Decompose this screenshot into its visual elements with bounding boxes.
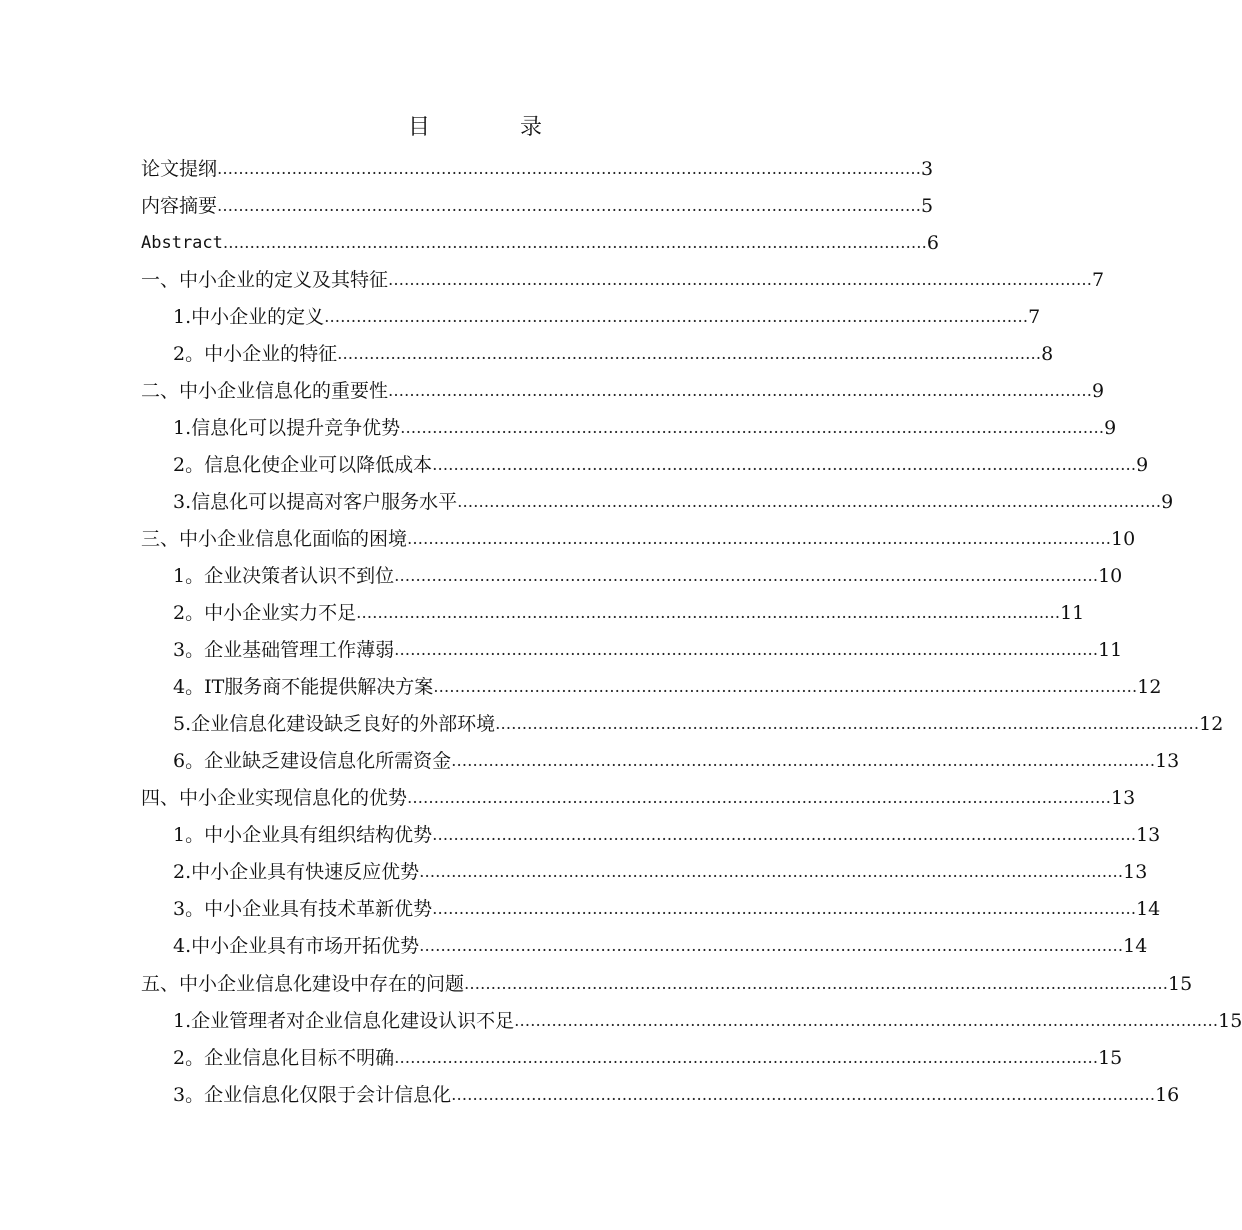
toc-entry-abstract[interactable] [141,228,939,258]
toc-entry-page: 8 [1041,343,1054,365]
toc-entry-section-4-3[interactable] [173,894,1161,924]
toc-leader-dots: …………………………………………………………………………………………………………………… [432,825,1137,844]
toc-entry-chapter-5[interactable] [141,969,1193,999]
toc-entry-label: 3。企业信息化仅限于会计信息化 [173,1084,452,1106]
toc-entry-label: Abstract [141,233,223,253]
toc-entry-page: 9 [1104,417,1117,439]
toc-leader-dots: …………………………………………………………………………………………………………………… [464,974,1169,993]
toc-entry-chapter-2[interactable] [141,376,1105,406]
toc-entry-section-5-1[interactable] [173,1006,1242,1036]
toc-entry-page: 15 [1218,1010,1242,1032]
toc-entry-section-4-2[interactable] [173,857,1148,887]
toc-entry-label: 内容摘要 [141,195,218,217]
toc-entry-page: 13 [1111,787,1136,809]
toc-entry-label: 1.信息化可以提升竞争优势 [173,417,401,439]
toc-entry-page: 15 [1098,1047,1123,1069]
toc-leader-dots: …………………………………………………………………………………………………………………… [432,455,1137,474]
toc-entry-section-3-4[interactable] [173,672,1162,702]
toc-entry-section-2-3[interactable] [173,487,1174,517]
toc-leader-dots: …………………………………………………………………………………………………………………… [217,196,922,215]
toc-entry-page: 16 [1155,1084,1180,1106]
toc-entry-section-4-4[interactable] [173,931,1148,961]
toc-entry-page: 10 [1111,528,1136,550]
toc-entry-label: 1.企业管理者对企业信息化建设认识不足 [173,1010,515,1032]
toc-leader-dots: …………………………………………………………………………………………………………………… [400,418,1105,437]
toc-entry-section-2-2[interactable] [173,450,1149,480]
toc-entry-page: 13 [1155,750,1180,772]
toc-leader-dots: …………………………………………………………………………………………………………………… [394,1048,1099,1067]
toc-entry-chapter-4[interactable] [141,783,1136,813]
toc-entry-label: 3.信息化可以提高对客户服务水平 [173,491,458,513]
toc-entry-label: 二、中小企业信息化的重要性 [141,380,389,402]
toc-entry-page: 14 [1123,935,1148,957]
toc-leader-dots: …………………………………………………………………………………………………………………… [432,899,1137,918]
toc-entry-section-3-1[interactable] [173,561,1123,591]
toc-leader-dots: …………………………………………………………………………………………………………………… [356,603,1061,622]
toc-entry-label: 5.企业信息化建设缺乏良好的外部环境 [173,713,496,735]
toc-entry-section-3-5[interactable] [173,709,1224,739]
toc-entry-label: 2。中小企业的特征 [173,343,338,365]
toc-entry-label: 6。企业缺乏建设信息化所需资金 [173,750,452,772]
toc-entry-label: 3。企业基础管理工作薄弱 [173,639,395,661]
toc-entry-label: 三、中小企业信息化面临的困境 [141,528,408,550]
toc-entry-outline[interactable] [141,154,934,184]
toc-leader-dots: …………………………………………………………………………………………………………………… [394,640,1099,659]
toc-entry-page: 13 [1123,861,1148,883]
toc-leader-dots: …………………………………………………………………………………………………………………… [419,862,1124,881]
toc-entry-section-5-2[interactable] [173,1043,1123,1073]
toc-leader-dots: …………………………………………………………………………………………………………………… [495,714,1200,733]
toc-entry-section-3-3[interactable] [173,635,1123,665]
toc-entry-label: 2.中小企业具有快速反应优势 [173,861,420,883]
toc-entry-page: 7 [1028,306,1041,328]
toc-entry-section-1-2[interactable] [173,339,1054,369]
toc-leader-dots: …………………………………………………………………………………………………………………… [394,566,1099,585]
toc-leader-dots: …………………………………………………………………………………………………………………… [407,529,1112,548]
toc-entry-label: 1.中小企业的定义 [173,306,325,328]
toc-entry-label: 一、中小企业的定义及其特征 [141,269,389,291]
toc-entry-section-5-3[interactable] [173,1080,1180,1110]
toc-entry-label: 4。IT服务商不能提供解决方案 [173,676,434,698]
toc-entry-chapter-1[interactable] [141,265,1105,295]
toc-entry-page: 9 [1092,380,1105,402]
toc-entry-page: 10 [1098,565,1123,587]
toc-leader-dots: …………………………………………………………………………………………………………………… [457,492,1162,511]
toc-entry-label: 论文提纲 [141,158,218,180]
toc-entry-page: 13 [1136,824,1161,846]
toc-leader-dots: …………………………………………………………………………………………………………………… [388,381,1093,400]
toc-entry-label: 3。中小企业具有技术革新优势 [173,898,433,920]
toc-entry-section-3-2[interactable] [173,598,1085,628]
toc-entry-page: 12 [1137,676,1162,698]
toc-entry-page: 6 [926,232,939,254]
toc-leader-dots: …………………………………………………………………………………………………………………… [419,936,1124,955]
toc-entry-page: 15 [1168,973,1193,995]
toc-leader-dots: …………………………………………………………………………………………………………………… [217,159,922,178]
toc-leader-dots: …………………………………………………………………………………………………………………… [451,1085,1156,1104]
toc-entry-label: 4.中小企业具有市场开拓优势 [173,935,420,957]
toc-title: 目 录 [407,115,576,140]
toc-entry-page: 14 [1136,898,1161,920]
toc-leader-dots: …………………………………………………………………………………………………………………… [337,344,1042,363]
toc-entry-section-2-1[interactable] [173,413,1117,443]
toc-entry-section-1-1[interactable] [173,302,1041,332]
toc-leader-dots: …………………………………………………………………………………………………………………… [514,1011,1219,1030]
toc-entry-label: 2。信息化使企业可以降低成本 [173,454,433,476]
toc-entry-label: 2。中小企业实力不足 [173,602,357,624]
toc-entry-label: 1。企业决策者认识不到位 [173,565,395,587]
toc-entry-page: 7 [1092,269,1105,291]
toc-leader-dots: …………………………………………………………………………………………………………………… [222,233,927,252]
toc-entry-label: 四、中小企业实现信息化的优势 [141,787,408,809]
toc-entry-label: 2。企业信息化目标不明确 [173,1047,395,1069]
toc-entry-label: 五、中小企业信息化建设中存在的问题 [141,973,465,995]
toc-entry-section-4-1[interactable] [173,820,1161,850]
toc-leader-dots: …………………………………………………………………………………………………………………… [407,788,1112,807]
toc-entry-chapter-3[interactable] [141,524,1136,554]
toc-leader-dots: …………………………………………………………………………………………………………………… [451,751,1156,770]
toc-entry-page: 11 [1098,639,1123,661]
toc-entry-page: 9 [1161,491,1174,513]
toc-leader-dots: …………………………………………………………………………………………………………………… [433,677,1138,696]
toc-entry-page: 5 [921,195,934,217]
toc-entry-summary[interactable] [141,191,934,221]
toc-leader-dots: …………………………………………………………………………………………………………………… [324,307,1029,326]
toc-leader-dots: …………………………………………………………………………………………………………………… [388,270,1093,289]
toc-entry-page: 11 [1060,602,1085,624]
toc-entry-label: 1。中小企业具有组织结构优势 [173,824,433,846]
toc-entry-section-3-6[interactable] [173,746,1180,776]
toc-entry-page: 12 [1199,713,1224,735]
toc-entry-page: 3 [921,158,934,180]
toc-entry-page: 9 [1136,454,1149,476]
